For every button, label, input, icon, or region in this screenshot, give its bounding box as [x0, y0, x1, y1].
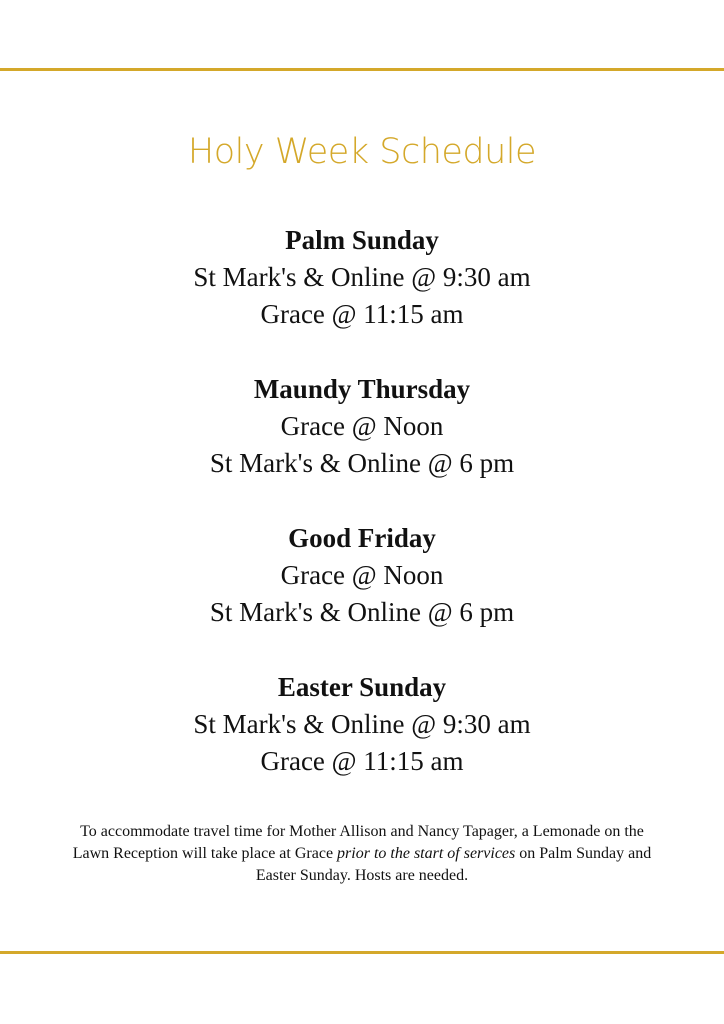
event-time: St Mark's & Online @ 6 pm: [209, 448, 515, 478]
event-time: Grace @ 11:15 am: [260, 299, 464, 329]
note-text-end: on Palm Sunday and Easter Sunday. Hosts are needed.: [255, 845, 652, 884]
page-title: Holy Week Schedule: [187, 132, 537, 172]
event-easter-sunday: [0, 669, 724, 780]
event-name: Palm Sunday: [285, 225, 439, 255]
event-name: Easter Sunday: [277, 672, 447, 702]
event-good-friday: [0, 520, 724, 631]
bottom-divider: [0, 951, 724, 954]
event-maundy-thursday: [0, 371, 724, 482]
note-emphasis: prior to the start of services: [337, 845, 516, 862]
event-time: St Mark's & Online @ 9:30 am: [193, 709, 531, 739]
event-time: Grace @ 11:15 am: [260, 746, 464, 776]
note-text: To accommodate travel time for Mother Allison and Nancy Tapager, a Lemonade on the Lawn Reception will take place at Grace: [72, 823, 644, 862]
event-name: Maundy Thursday: [253, 374, 471, 404]
event-time: St Mark's & Online @ 6 pm: [209, 597, 515, 627]
event-time: Grace @ Noon: [280, 560, 444, 590]
reception-note: [62, 821, 662, 887]
event-palm-sunday: [0, 222, 724, 333]
event-time: Grace @ Noon: [280, 411, 444, 441]
event-time: St Mark's & Online @ 9:30 am: [193, 262, 531, 292]
event-name: Good Friday: [288, 523, 436, 553]
top-divider: [0, 68, 724, 71]
schedule-list: [0, 222, 724, 818]
